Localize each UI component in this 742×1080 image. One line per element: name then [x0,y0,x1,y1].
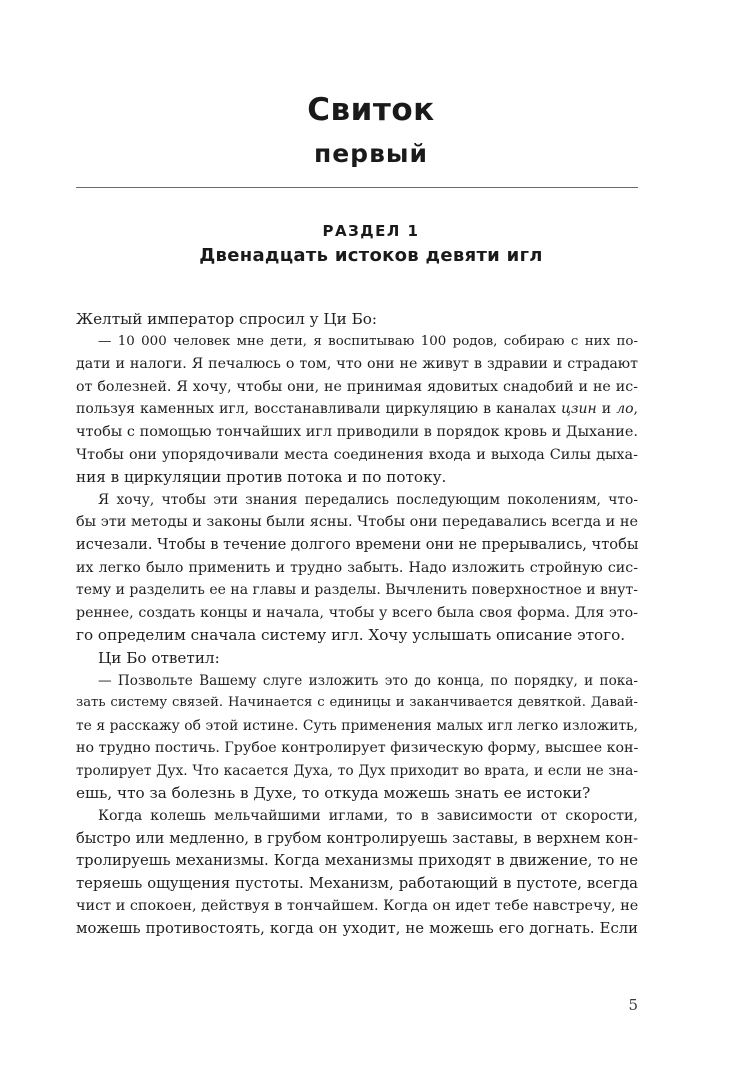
text-line [76,376,638,399]
text-line [76,715,638,738]
text-segment: чист и спокоен, действуя в тончайшем. Когда он идет тебе навстречу, не [76,898,639,915]
text-line [76,579,638,602]
text-line [76,670,638,693]
scroll-title: Свиток [307,92,435,128]
text-line [76,489,638,512]
text-segment: реннее, создать концы и начала, чтобы у всего была своя форма. Для это- [76,604,638,621]
text-line [76,828,638,851]
text-line [76,782,638,805]
text-line [76,692,638,715]
text-line [76,331,638,354]
text-line [76,466,638,489]
text-segment: , [633,401,638,418]
text-segment: го определим сначала систему игл. Хочу услышать описание этого. [76,626,626,645]
text-line [76,602,638,625]
text-line [76,850,638,873]
section-number: РАЗДЕЛ 1 [322,222,420,240]
text-segment: тролирует Дух. Что касается Духа, то Дух приходит во врата, и если не зна- [76,762,638,779]
text-segment: от болезней. Я хочу, чтобы они, не принимая ядовитых снадобий и не ис- [76,378,638,395]
text-segment: Чтобы они упорядочивали места соединения входа и выхода Силы дыха- [76,446,638,463]
text-segment: ния в циркуляции против потока и по потоку. [76,468,447,487]
text-line [76,873,638,896]
text-segment: можешь противостоять, когда он уходит, не можешь его догнать. Если [76,920,638,938]
text-line [76,511,638,534]
text-segment: зать систему связей. Начинается с единицы и заканчивается девяткой. Давай- [76,695,638,711]
text-segment: Когда колешь мельчайшими иглами, то в зависимости от скорости, [98,808,638,825]
text-segment: исчезали. Чтобы в течение долгого времени они не прерывались, чтобы [76,535,639,553]
title-divider [76,187,638,188]
text-line [76,353,638,376]
text-segment: их легко было применить и трудно забыть. Надо изложить стройную сис- [76,559,638,576]
scroll-subtitle: первый [313,139,429,168]
text-line [76,760,638,783]
text-line [76,805,638,828]
text-segment: — Позвольте Вашему слуге изложить это до конца, по порядку, и пока- [98,672,638,689]
text-line [76,444,638,467]
italic-term: ло [616,401,634,418]
text-segment: дати и налоги. Я печалюсь о том, что они не живут в здравии и страдают [76,356,638,373]
text-line [76,534,638,557]
text-segment: быстро или медленно, в грубом контролируешь заставы, в верхнем кон- [76,829,638,847]
text-line [76,308,638,331]
page-number: 5 [628,996,638,1014]
text-line [76,421,638,444]
text-segment: Желтый император спросил у Ци Бо: [76,310,378,328]
text-segment: тему и разделить ее на главы и разделы. Вычленить поверхностное и внут- [76,582,638,599]
text-segment: бы эти методы и законы были ясны. Чтобы они передавались всегда и не [76,514,638,531]
text-line [76,647,638,670]
text-segment: Я хочу, чтобы эти знания передались последующим поколениям, что- [98,491,638,508]
text-line [76,624,638,647]
text-segment: чтобы с помощью тончайших игл приводили в порядок кровь и Дыхание. [76,423,638,440]
text-segment: — 10 000 человек мне дети, я воспитываю 100 родов, собираю с них по- [98,333,638,349]
text-segment: пользуя каменных игл, восстанавливали циркуляцию в каналах [76,401,562,418]
text-segment: те я расскажу об этой истине. Суть применения малых игл легко изложить, [76,717,638,734]
text-line [76,737,638,760]
text-segment: тролируешь механизмы. Когда механизмы приходят в движение, то не [76,852,638,870]
section-title: Двенадцать истоков девяти игл [199,245,543,266]
text-segment: теряешь ощущения пустоты. Механизм, работающий в пустоте, всегда [76,874,638,892]
text-line [76,557,638,580]
text-segment: ешь, что за болезнь в Духе, то откуда можешь знать ее истоки? [76,784,591,803]
text-segment: и [596,401,617,418]
body-text [76,308,638,941]
italic-term: цзин [561,401,597,418]
text-segment: но трудно постичь. Грубое контролирует физическую форму, высшее кон- [76,740,639,757]
text-line [76,895,638,918]
text-segment: Ци Бо ответил: [98,648,220,667]
text-line [76,918,638,941]
text-line [76,398,638,421]
